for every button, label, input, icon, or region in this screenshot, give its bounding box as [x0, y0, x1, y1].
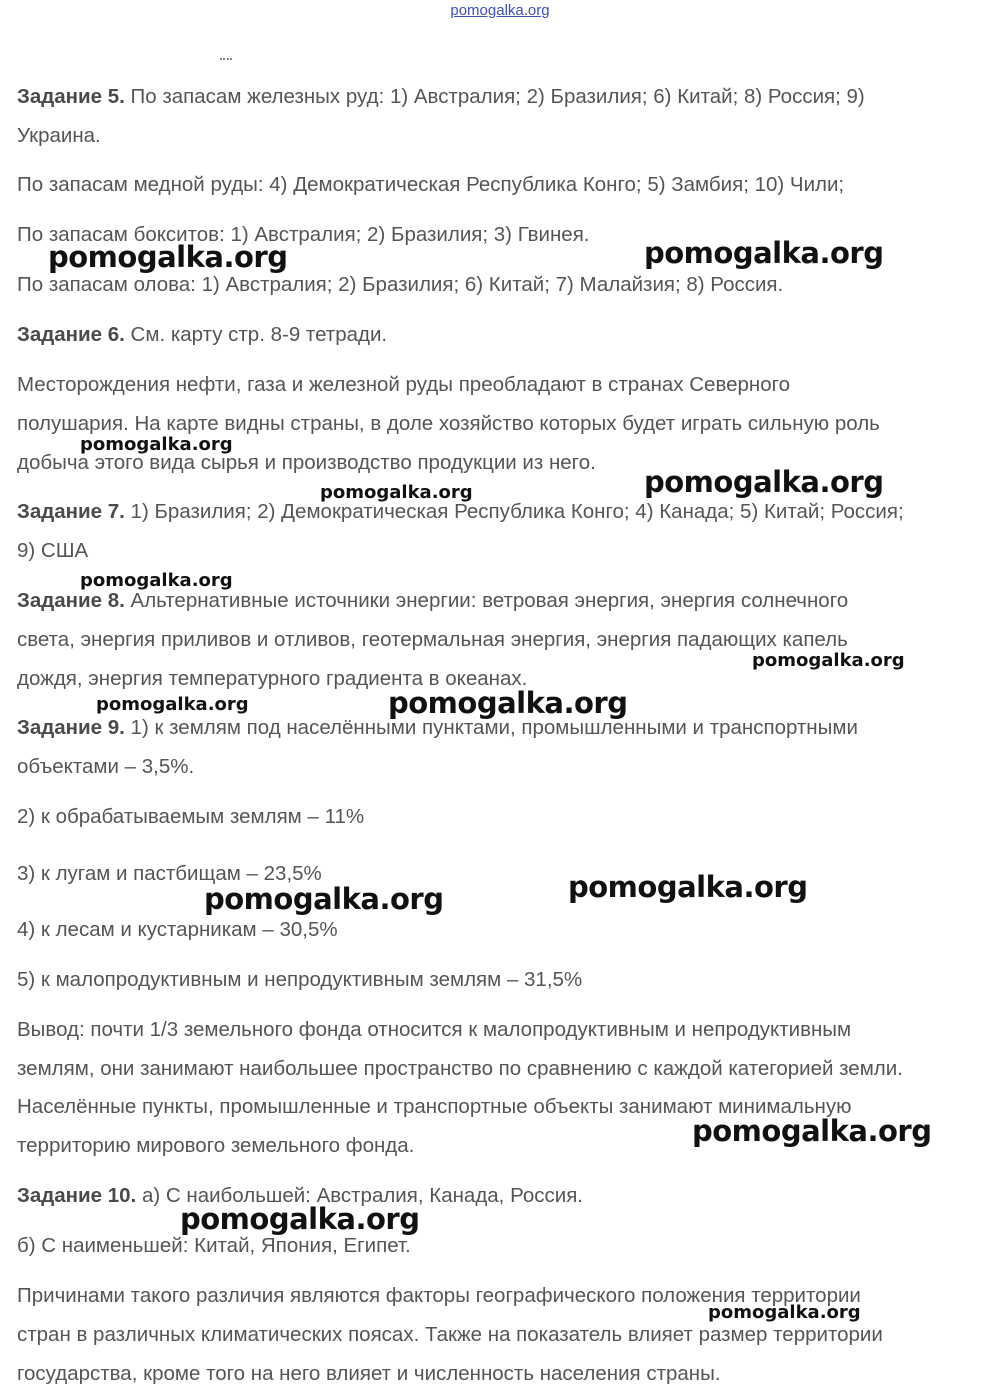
task9-label: Задание 9.: [17, 716, 125, 739]
watermark: pomogalka.org: [752, 650, 905, 671]
cropped-text-tail: [220, 42, 232, 60]
task6-label: Задание 6.: [17, 323, 125, 346]
task9-item2: 2) к обрабатываемым землям – 11%: [17, 805, 365, 828]
watermark: pomogalka.org: [180, 1202, 420, 1236]
watermark: pomogalka.org: [48, 240, 288, 274]
task9-conclusion4: территорию мирового земельного фонда.: [17, 1134, 415, 1157]
watermark: pomogalka.org: [708, 1302, 861, 1323]
task8-label: Задание 8.: [17, 589, 125, 612]
watermark: pomogalka.org: [96, 694, 249, 715]
task9-conclusion2: землям, они занимают наибольшее пространство по сравнению с каждой категорией земли.: [17, 1057, 903, 1080]
watermark: pomogalka.org: [568, 870, 808, 904]
task10-reason1: Причинами такого различия являются факторы географического положения территории: [17, 1284, 861, 1307]
watermark: pomogalka.org: [80, 434, 233, 455]
task9-item4: 4) к лесам и кустарникам – 30,5%: [17, 918, 338, 941]
task7-text1: 1) Бразилия; 2) Демократическая Республика Конго; 4) Канада; 5) Китай; Россия;: [130, 500, 904, 523]
task8-line1: [17, 588, 848, 614]
task6-text3: добыча этого вида сырья и производство продукции из него.: [17, 451, 596, 474]
task5-label: Задание 5.: [17, 85, 125, 108]
task6-intro: См. карту стр. 8-9 тетради.: [130, 323, 388, 346]
task5-line1: [17, 84, 865, 110]
task9-text1: 1) к землям под населёнными пунктами, промышленными и транспортными: [130, 716, 858, 739]
task7-text2: 9) США: [17, 539, 89, 562]
task8-text1: Альтернативные источники энергии: ветровая энергия, энергия солнечного: [130, 589, 849, 612]
watermark: pomogalka.org: [692, 1114, 932, 1148]
header-site-link[interactable]: pomogalka.org: [450, 2, 550, 19]
task9-conclusion3: Населённые пункты, промышленные и транспортные объекты занимают минимальную: [17, 1095, 852, 1118]
task10-a: а) С наибольшей: Австралия, Канада, Россия.: [141, 1184, 583, 1207]
task7-label: Задание 7.: [17, 500, 125, 523]
task10-reason2: стран в различных климатических поясах. Также на показатель влияет размер территории: [17, 1323, 883, 1346]
task6-text1: Месторождения нефти, газа и железной руды преобладают в странах Северного: [17, 373, 791, 396]
watermark: pomogalka.org: [320, 482, 473, 503]
task9-item3: 3) к лугам и пастбищам – 23,5%: [17, 862, 322, 885]
watermark: pomogalka.org: [644, 465, 884, 499]
watermark: pomogalka.org: [644, 236, 884, 270]
task5-iron-ore-cont: Украина.: [17, 124, 101, 147]
task6-line1: [17, 322, 387, 348]
task5-tin: По запасам олова: 1) Австралия; 2) Бразилия; 6) Китай; 7) Малайзия; 8) Россия.: [17, 273, 784, 296]
watermark: pomogalka.org: [204, 882, 444, 916]
task10-reason3: государства, кроме того на него влияет и численность населения страны.: [17, 1362, 721, 1385]
task5-copper: По запасам медной руды: 4) Демократическая Республика Конго; 5) Замбия; 10) Чили;: [17, 173, 845, 196]
task10-label: Задание 10.: [17, 1184, 137, 1207]
task9-conclusion1: Вывод: почти 1/3 земельного фонда относится к малопродуктивным и непродуктивным: [17, 1018, 852, 1041]
watermark: pomogalka.org: [388, 686, 628, 720]
task5-bauxite: По запасам бокситов: 1) Австралия; 2) Бразилия; 3) Гвинея.: [17, 223, 590, 246]
task10-b: б) С наименьшей: Китай, Япония, Египет.: [17, 1234, 411, 1257]
task5-iron-ore: По запасам железных руд: 1) Австралия; 2) Бразилия; 6) Китай; 8) Россия; 9): [130, 85, 865, 108]
task9-item5: 5) к малопродуктивным и непродуктивным землям – 31,5%: [17, 968, 583, 991]
task9-text2: объектами – 3,5%.: [17, 755, 195, 778]
watermark: pomogalka.org: [80, 570, 233, 591]
task8-text2: света, энергия приливов и отливов, геотермальная энергия, энергия падающих капель: [17, 628, 848, 651]
task6-text2: полушария. На карте видны страны, в доле хозяйство которых будет играть сильную роль: [17, 412, 880, 435]
task8-text3: дождя, энергия температурного градиента в океанах.: [17, 667, 528, 690]
